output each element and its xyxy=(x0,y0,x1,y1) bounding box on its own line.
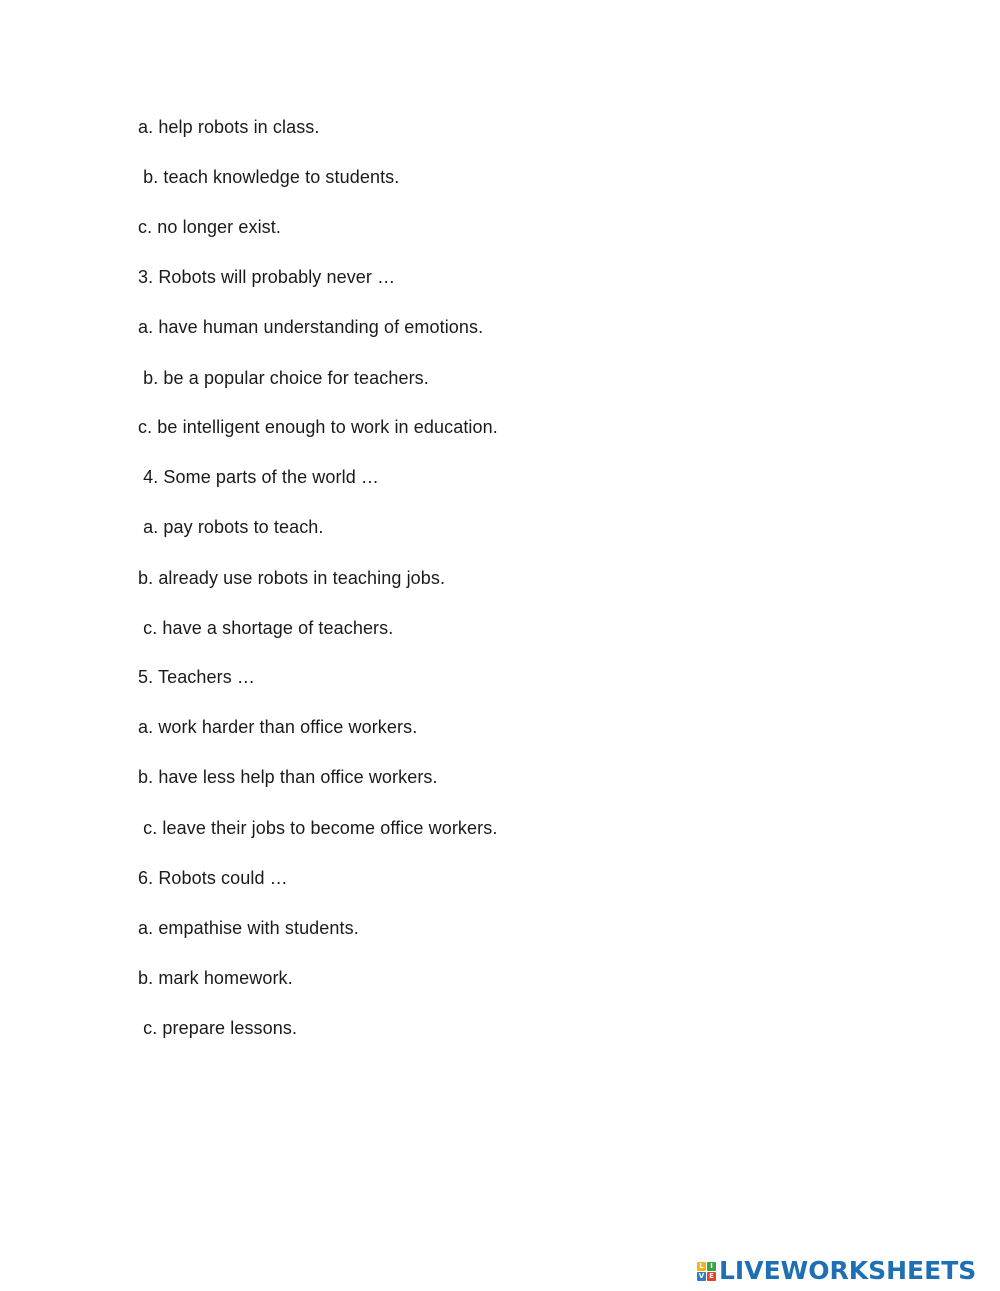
option-3c: c. be intelligent enough to work in education. xyxy=(138,417,498,437)
liveworksheets-mark-icon xyxy=(697,1262,716,1281)
option-6a: a. empathise with students. xyxy=(138,918,359,938)
mark-tile-i: I xyxy=(707,1262,716,1271)
option-3a: a. have human understanding of emotions. xyxy=(138,317,484,337)
option-4c: c. have a shortage of teachers. xyxy=(138,618,394,638)
option-5a: a. work harder than office workers. xyxy=(138,717,418,737)
question-3: 3. Robots will probably never … xyxy=(138,267,396,287)
question-6: 6. Robots could … xyxy=(138,868,288,888)
liveworksheets-wordmark: LIVEWORKSHEETS xyxy=(719,1256,977,1285)
option-4a: a. pay robots to teach. xyxy=(138,517,324,537)
option-6c: c. prepare lessons. xyxy=(138,1018,298,1038)
option-4b: b. already use robots in teaching jobs. xyxy=(138,568,446,588)
option-2b: b. teach knowledge to students. xyxy=(138,167,400,187)
question-5: 5. Teachers … xyxy=(138,667,256,687)
option-5c: c. leave their jobs to become office workers. xyxy=(138,818,498,838)
option-5b: b. have less help than office workers. xyxy=(138,767,438,787)
option-2a: a. help robots in class. xyxy=(138,117,320,137)
question-4: 4. Some parts of the world … xyxy=(138,467,380,487)
option-2c: c. no longer exist. xyxy=(138,217,281,237)
mark-tile-e: E xyxy=(707,1272,716,1281)
liveworksheets-logo xyxy=(697,1257,976,1285)
option-6b: b. mark homework. xyxy=(138,968,293,988)
mark-tile-l: L xyxy=(697,1262,706,1271)
mark-tile-v: V xyxy=(698,1271,705,1280)
option-3b: b. be a popular choice for teachers. xyxy=(138,368,429,388)
